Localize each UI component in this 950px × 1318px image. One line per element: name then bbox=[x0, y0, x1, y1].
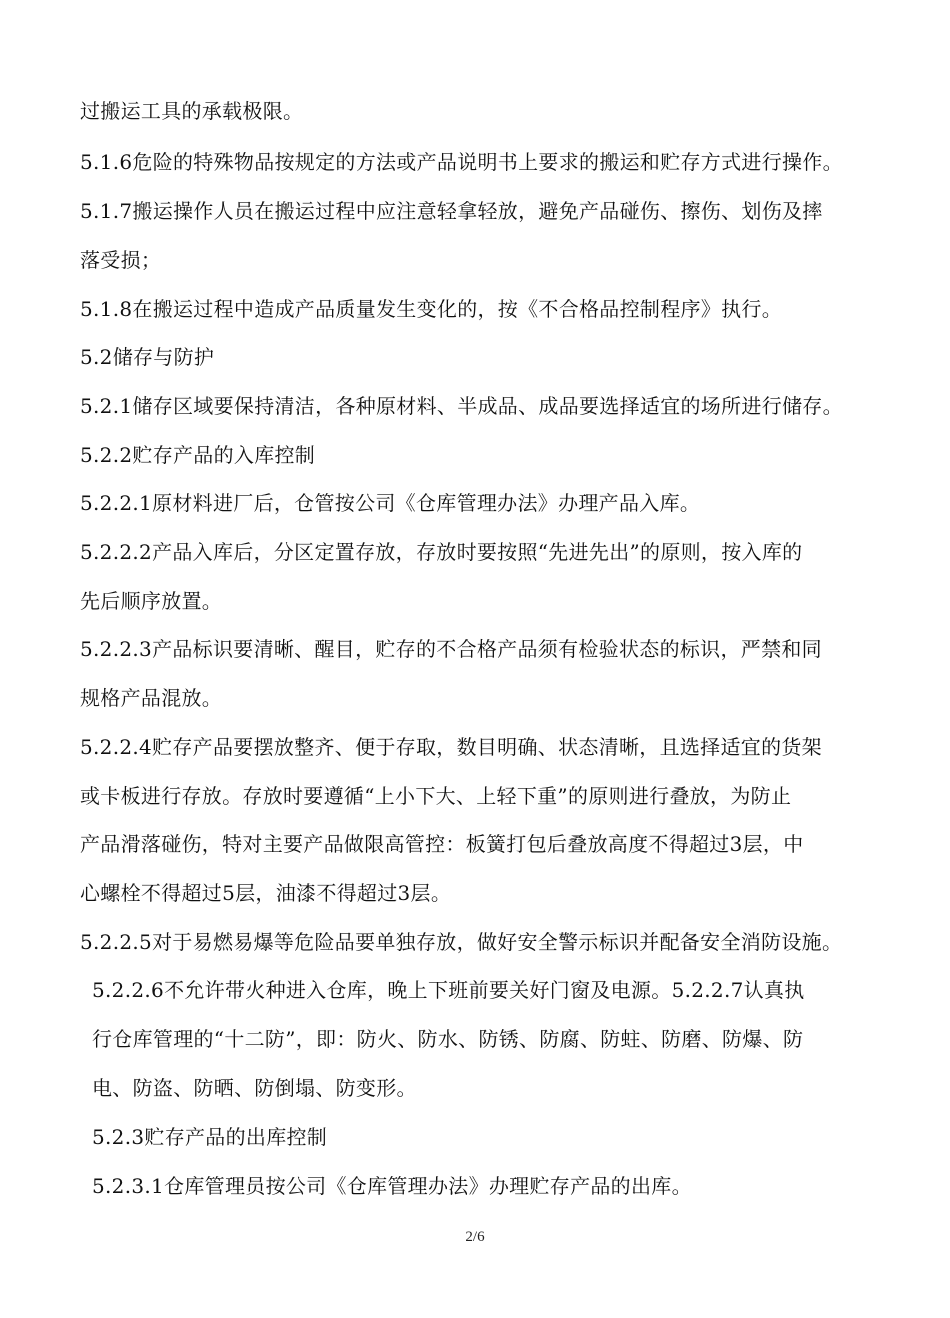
page-number: 2/6 bbox=[465, 1229, 485, 1245]
subsection-heading: 5.2.2贮存产品的入库控制 bbox=[80, 443, 316, 467]
text-line: 电、防盗、防晒、防倒塌、防变形。 bbox=[92, 1076, 417, 1100]
text-line: 规格产品混放。 bbox=[80, 686, 223, 710]
text-line: 行仓库管理的“十二防”，即：防火、防水、防锈、防腐、防蛀、防磨、防爆、防 bbox=[92, 1027, 804, 1051]
section-heading: 5.2储存与防护 bbox=[80, 345, 215, 369]
text-line: 5.2.2.1原材料进厂后，仓管按公司《仓库管理办法》办理产品入库。 bbox=[80, 491, 701, 515]
text-line: 过搬运工具的承载极限。 bbox=[80, 99, 304, 123]
text-line: 先后顺序放置。 bbox=[80, 589, 223, 613]
text-line: 或卡板进行存放。存放时要遵循“上小下大、上轻下重”的原则进行叠放，为防止 bbox=[80, 784, 792, 808]
text-line: 5.2.2.2产品入库后，分区定置存放，存放时要按照“先进先出”的原则，按入库的 bbox=[80, 540, 803, 564]
text-line: 5.1.6危险的特殊物品按规定的方法或产品说明书上要求的搬运和贮存方式进行操作。 bbox=[80, 150, 843, 174]
text-line: 5.2.3.1仓库管理员按公司《仓库管理办法》办理贮存产品的出库。 bbox=[92, 1174, 692, 1198]
text-line: 5.2.1储存区域要保持清洁，各种原材料、半成品、成品要选择适宜的场所进行储存。 bbox=[80, 394, 843, 418]
text-line: 5.2.2.4贮存产品要摆放整齐、便于存取，数目明确、状态清晰，且选择适宜的货架 bbox=[80, 735, 822, 759]
text-line: 产品滑落碰伤，特对主要产品做限高管控：板簧打包后叠放高度不得超过3层，中 bbox=[80, 832, 804, 856]
text-line: 落受损； bbox=[80, 248, 162, 272]
text-line: 5.2.2.3产品标识要清晰、醒目，贮存的不合格产品须有检验状态的标识，严禁和同 bbox=[80, 637, 822, 661]
subsection-heading: 5.2.3贮存产品的出库控制 bbox=[92, 1125, 328, 1149]
text-line: 5.1.7搬运操作人员在搬运过程中应注意轻拿轻放，避免产品碰伤、擦伤、划伤及摔 bbox=[80, 199, 823, 223]
text-line: 5.2.2.5对于易燃易爆等危险品要单独存放，做好安全警示标识并配备安全消防设施。 bbox=[80, 930, 843, 954]
text-line: 心螺栓不得超过5层，油漆不得超过3层。 bbox=[80, 881, 452, 905]
text-line: 5.1.8在搬运过程中造成产品质量发生变化的，按《不合格品控制程序》执行。 bbox=[80, 297, 782, 321]
text-line: 5.2.2.6不允许带火种进入仓库，晚上下班前要关好门窗及电源。5.2.2.7认真执 bbox=[92, 978, 805, 1002]
